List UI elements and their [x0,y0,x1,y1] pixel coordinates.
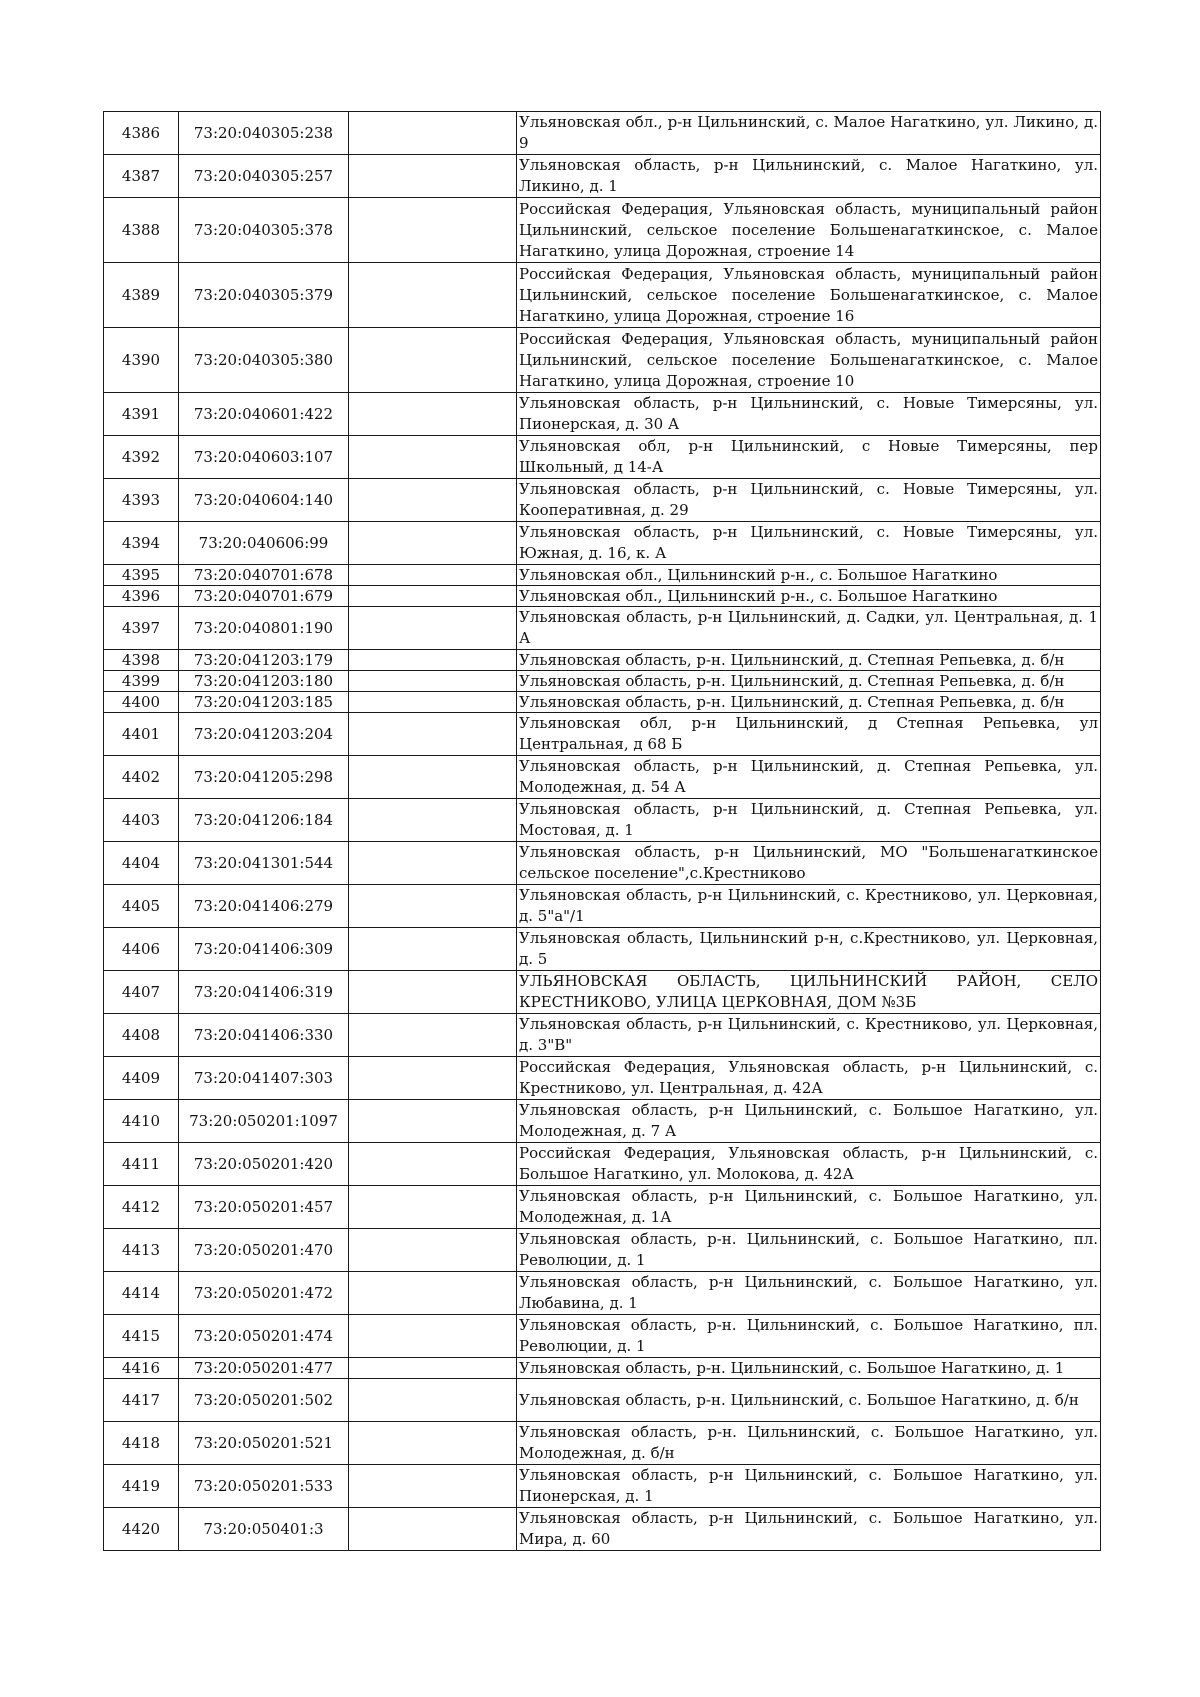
cadastral-number-cell: 73:20:041301:544 [179,842,349,885]
cadastral-number-cell: 73:20:040701:678 [179,565,349,586]
cadastral-number-cell: 73:20:041203:180 [179,671,349,692]
table-row [104,842,1101,885]
row-number-cell: 4411 [104,1143,179,1186]
table-row [104,713,1101,756]
cadastral-number-cell: 73:20:040305:380 [179,328,349,393]
table-row [104,650,1101,671]
empty-cell [349,1465,517,1508]
cadastral-number-cell: 73:20:040601:422 [179,393,349,436]
row-number-cell: 4407 [104,971,179,1014]
table-row [104,1186,1101,1229]
address-cell: Ульяновская область, р-н Цильнинский, с. Новые Тимерсяны, ул. Кооперативная, д. 29 [517,479,1101,522]
row-number-cell: 4414 [104,1272,179,1315]
address-cell: Ульяновская область, р-н Цильнинский, МО "Большенагаткинское сельское поселение",с.Крестниково [517,842,1101,885]
address-cell: Ульяновская область, р-н Цильнинский, с. Малое Нагаткино, ул. Ликино, д. 1 [517,155,1101,198]
empty-cell [349,1014,517,1057]
empty-cell [349,842,517,885]
cadastral-number-cell: 73:20:040604:140 [179,479,349,522]
cadastral-number-cell: 73:20:041205:298 [179,756,349,799]
cadastral-number-cell: 73:20:050201:474 [179,1315,349,1358]
empty-cell [349,479,517,522]
address-cell: Ульяновская область, р-н Цильнинский, с. Новые Тимерсяны, ул. Южная, д. 16, к. А [517,522,1101,565]
row-number-cell: 4401 [104,713,179,756]
table-row [104,756,1101,799]
row-number-cell: 4418 [104,1422,179,1465]
table-row [104,1014,1101,1057]
empty-cell [349,522,517,565]
table-row [104,928,1101,971]
empty-cell [349,1358,517,1379]
table-row [104,1315,1101,1358]
table-row [104,799,1101,842]
address-cell: Ульяновская обл, р-н Цильнинский, д Степная Репьевка, ул Центральная, д 68 Б [517,713,1101,756]
row-number-cell: 4405 [104,885,179,928]
empty-cell [349,198,517,263]
table-row [104,1422,1101,1465]
address-cell: Ульяновская обл., р-н Цильнинский, с. Малое Нагаткино, ул. Ликино, д. 9 [517,112,1101,155]
empty-cell [349,650,517,671]
table-row [104,1143,1101,1186]
row-number-cell: 4395 [104,565,179,586]
empty-cell [349,1100,517,1143]
empty-cell [349,607,517,650]
cadastral-number-cell: 73:20:050201:1097 [179,1100,349,1143]
row-number-cell: 4402 [104,756,179,799]
cadastral-number-cell: 73:20:050201:521 [179,1422,349,1465]
empty-cell [349,1272,517,1315]
row-number-cell: 4391 [104,393,179,436]
cadastral-number-cell: 73:20:040305:257 [179,155,349,198]
address-cell: Российская Федерация, Ульяновская область, р-н Цильнинский, с. Большое Нагаткино, ул. Молокова, д. 42А [517,1143,1101,1186]
row-number-cell: 4396 [104,586,179,607]
address-cell: Ульяновская область, р-н Цильнинский, с. Большое Нагаткино, ул. Пионерская, д. 1 [517,1465,1101,1508]
empty-cell [349,155,517,198]
cadastral-number-cell: 73:20:050201:420 [179,1143,349,1186]
address-cell: Ульяновская область, р-н. Цильнинский, с. Большое Нагаткино, д. 1 [517,1358,1101,1379]
table-row [104,586,1101,607]
empty-cell [349,328,517,393]
empty-cell [349,393,517,436]
row-number-cell: 4392 [104,436,179,479]
table-row [104,885,1101,928]
row-number-cell: 4410 [104,1100,179,1143]
address-cell: УЛЬЯНОВСКАЯ ОБЛАСТЬ, ЦИЛЬНИНСКИЙ РАЙОН, СЕЛО КРЕСТНИКОВО, УЛИЦА ЦЕРКОВНАЯ, ДОМ №3Б [517,971,1101,1014]
row-number-cell: 4419 [104,1465,179,1508]
cadastral-number-cell: 73:20:050201:533 [179,1465,349,1508]
row-number-cell: 4416 [104,1358,179,1379]
empty-cell [349,692,517,713]
cadastral-number-cell: 73:20:050201:502 [179,1379,349,1422]
row-number-cell: 4388 [104,198,179,263]
table-row [104,522,1101,565]
row-number-cell: 4417 [104,1379,179,1422]
address-cell: Российская Федерация, Ульяновская область, муниципальный район Цильнинский, сельское поселение Большенагаткинское, с. Малое Нагаткино, улица Дорожная, строение 14 [517,198,1101,263]
address-cell: Ульяновская обл, р-н Цильнинский, с Новые Тимерсяны, пер Школьный, д 14-А [517,436,1101,479]
cadastral-number-cell: 73:20:050401:3 [179,1508,349,1551]
address-cell: Ульяновская обл., Цильнинский р-н., с. Большое Нагаткино [517,586,1101,607]
empty-cell [349,671,517,692]
table-row [104,1465,1101,1508]
cadastral-number-cell: 73:20:050201:472 [179,1272,349,1315]
address-cell: Ульяновская область, Цильнинский р-н, с.Крестниково, ул. Церковная, д. 5 [517,928,1101,971]
row-number-cell: 4386 [104,112,179,155]
table-row [104,479,1101,522]
empty-cell [349,1057,517,1100]
row-number-cell: 4397 [104,607,179,650]
cadastral-number-cell: 73:20:040801:190 [179,607,349,650]
address-cell: Ульяновская область, р-н. Цильнинский, д. Степная Репьевка, д. б/н [517,671,1101,692]
table-row [104,1358,1101,1379]
empty-cell [349,1422,517,1465]
row-number-cell: 4406 [104,928,179,971]
table-row [104,1379,1101,1422]
row-number-cell: 4389 [104,263,179,328]
cadastral-number-cell: 73:20:041203:185 [179,692,349,713]
row-number-cell: 4393 [104,479,179,522]
cadastral-number-cell: 73:20:041406:319 [179,971,349,1014]
address-cell: Ульяновская область, р-н Цильнинский, д. Степная Репьевка, ул. Мостовая, д. 1 [517,799,1101,842]
cadastral-number-cell: 73:20:041206:184 [179,799,349,842]
cadastral-number-cell: 73:20:040606:99 [179,522,349,565]
table-row [104,393,1101,436]
row-number-cell: 4420 [104,1508,179,1551]
cadastral-number-cell: 73:20:041407:303 [179,1057,349,1100]
address-cell: Ульяновская область, р-н Цильнинский, д. Степная Репьевка, ул. Молодежная, д. 54 А [517,756,1101,799]
row-number-cell: 4400 [104,692,179,713]
address-cell: Ульяновская область, р-н. Цильнинский, с. Большое Нагаткино, пл. Революции, д. 1 [517,1229,1101,1272]
cadastral-number-cell: 73:20:050201:477 [179,1358,349,1379]
table-row [104,112,1101,155]
table-row [104,263,1101,328]
table-row [104,1229,1101,1272]
address-cell: Ульяновская область, р-н Цильнинский, с. Крестниково, ул. Церковная, д. 3"В" [517,1014,1101,1057]
row-number-cell: 4387 [104,155,179,198]
table-row [104,607,1101,650]
address-cell: Российская Федерация, Ульяновская область, муниципальный район Цильнинский, сельское поселение Большенагаткинское, с. Малое Нагаткино, улица Дорожная, строение 16 [517,263,1101,328]
row-number-cell: 4398 [104,650,179,671]
empty-cell [349,971,517,1014]
row-number-cell: 4413 [104,1229,179,1272]
table-row [104,692,1101,713]
row-number-cell: 4409 [104,1057,179,1100]
cadastral-number-cell: 73:20:041406:330 [179,1014,349,1057]
empty-cell [349,928,517,971]
empty-cell [349,799,517,842]
empty-cell [349,1229,517,1272]
empty-cell [349,1143,517,1186]
cadastral-number-cell: 73:20:041406:279 [179,885,349,928]
row-number-cell: 4399 [104,671,179,692]
address-cell: Ульяновская область, р-н. Цильнинский, с. Большое Нагаткино, ул. Молодежная, д. б/н [517,1422,1101,1465]
cadastral-number-cell: 73:20:041203:179 [179,650,349,671]
table-row [104,565,1101,586]
address-cell: Ульяновская область, р-н Цильнинский, с. Новые Тимерсяны, ул. Пионерская, д. 30 А [517,393,1101,436]
empty-cell [349,263,517,328]
address-cell: Ульяновская область, р-н. Цильнинский, д. Степная Репьевка, д. б/н [517,692,1101,713]
table-body [104,112,1101,1551]
cadastral-number-cell: 73:20:040603:107 [179,436,349,479]
cadastral-number-cell: 73:20:040305:238 [179,112,349,155]
address-cell: Российская Федерация, Ульяновская область, р-н Цильнинский, с. Крестниково, ул. Центральная, д. 42А [517,1057,1101,1100]
empty-cell [349,713,517,756]
cadastral-table [103,111,1101,1551]
empty-cell [349,565,517,586]
cadastral-number-cell: 73:20:041406:309 [179,928,349,971]
empty-cell [349,1315,517,1358]
cadastral-number-cell: 73:20:050201:470 [179,1229,349,1272]
row-number-cell: 4403 [104,799,179,842]
empty-cell [349,885,517,928]
table-row [104,1272,1101,1315]
table-row [104,198,1101,263]
address-cell: Ульяновская область, р-н Цильнинский, с. Большое Нагаткино, ул. Молодежная, д. 7 А [517,1100,1101,1143]
address-cell: Российская Федерация, Ульяновская область, муниципальный район Цильнинский, сельское поселение Большенагаткинское, с. Малое Нагаткино, улица Дорожная, строение 10 [517,328,1101,393]
table-row [104,436,1101,479]
address-cell: Ульяновская область, р-н Цильнинский, с. Крестниково, ул. Церковная, д. 5"а"/1 [517,885,1101,928]
row-number-cell: 4408 [104,1014,179,1057]
row-number-cell: 4390 [104,328,179,393]
empty-cell [349,436,517,479]
cadastral-number-cell: 73:20:050201:457 [179,1186,349,1229]
address-cell: Ульяновская область, р-н. Цильнинский, с. Большое Нагаткино, пл. Революции, д. 1 [517,1315,1101,1358]
row-number-cell: 4412 [104,1186,179,1229]
table-row [104,671,1101,692]
table-row [104,155,1101,198]
row-number-cell: 4404 [104,842,179,885]
address-cell: Ульяновская область, р-н Цильнинский, с. Большое Нагаткино, ул. Молодежная, д. 1А [517,1186,1101,1229]
address-cell: Ульяновская обл., Цильнинский р-н., с. Большое Нагаткино [517,565,1101,586]
table-row [104,1057,1101,1100]
empty-cell [349,586,517,607]
empty-cell [349,112,517,155]
address-cell: Ульяновская область, р-н Цильнинский, с. Большое Нагаткино, ул. Мира, д. 60 [517,1508,1101,1551]
cadastral-number-cell: 73:20:041203:204 [179,713,349,756]
address-cell: Ульяновская область, р-н. Цильнинский, д. Степная Репьевка, д. б/н [517,650,1101,671]
row-number-cell: 4394 [104,522,179,565]
table-row [104,971,1101,1014]
table-row [104,1508,1101,1551]
empty-cell [349,1508,517,1551]
table-row [104,328,1101,393]
cadastral-number-cell: 73:20:040701:679 [179,586,349,607]
cadastral-number-cell: 73:20:040305:379 [179,263,349,328]
address-cell: Ульяновская область, р-н Цильнинский, д. Садки, ул. Центральная, д. 1 А [517,607,1101,650]
address-cell: Ульяновская область, р-н. Цильнинский, с. Большое Нагаткино, д. б/н [517,1379,1101,1422]
cadastral-number-cell: 73:20:040305:378 [179,198,349,263]
address-cell: Ульяновская область, р-н Цильнинский, с. Большое Нагаткино, ул. Любавина, д. 1 [517,1272,1101,1315]
row-number-cell: 4415 [104,1315,179,1358]
empty-cell [349,1379,517,1422]
table-row [104,1100,1101,1143]
empty-cell [349,1186,517,1229]
empty-cell [349,756,517,799]
